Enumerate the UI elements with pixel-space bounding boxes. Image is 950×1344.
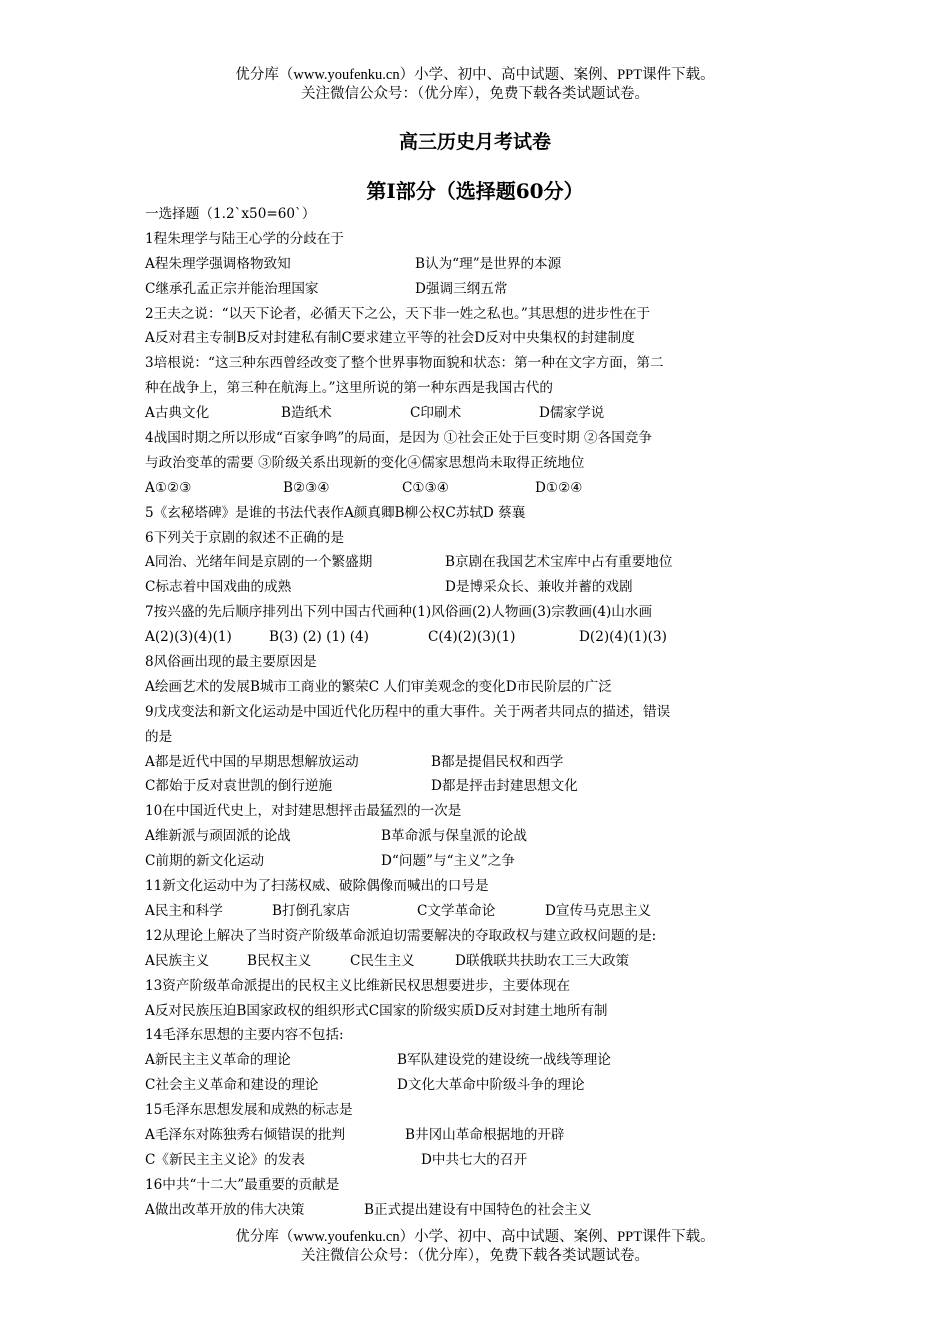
footer-banner [0,1228,950,1266]
option-text: B京剧在我国艺术宝库中占有重要地位 [445,554,673,571]
option-text: B都是提倡民权和西学 [431,753,564,770]
option-text: A毛泽东对陈独秀右倾错误的批判 [145,1126,346,1143]
question-6: 6下列关于京剧的叙述不正确的是 [145,529,344,546]
question-5: 5《玄秘塔碑》是谁的书法代表作A颜真卿B柳公权C苏轼D 蔡襄 [145,504,526,521]
question-6-options-row1 [145,550,805,575]
option-text: A同治、光绪年间是京剧的一个繁盛期 [145,554,373,571]
option-text: D①②④ [535,479,583,496]
question-16-options [145,1198,805,1223]
option-text: D文化大革命中阶级斗争的理论 [397,1077,585,1094]
question-11: 11新文化运动中为了扫荡权威、破除偶像而喊出的口号是 [145,878,489,895]
option-text: B军队建设党的建设统一战线等理论 [397,1052,611,1069]
question-10: 10在中国近代史上，对封建思想抨击最猛烈的一次是 [145,803,462,820]
question-3-options [145,401,805,426]
option-text: D联俄联共扶助农工三大政策 [455,952,630,969]
option-text: B(3) (2) (1) (4) [269,629,369,646]
footer-banner-line1: 优分库（www.youfenku.cn）小学、初中、高中试题、案例、PPT课件下载。 [235,1229,715,1245]
section-title: 第Ⅰ部分（选择题60分） [366,179,584,203]
option-text: D都是抨击封建思想文化 [431,778,578,795]
option-text: B正式提出建设有中国特色的社会主义 [364,1201,592,1218]
option-text: A民族主义 [145,952,210,969]
question-13-options: A反对民族压迫B国家政权的组织形式C国家的阶级实质D反对封建土地所有制 [145,1002,608,1019]
question-9-options-row1 [145,750,805,775]
option-text: A都是近代中国的早期思想解放运动 [145,753,359,770]
option-text: D强调三纲五常 [415,280,508,297]
option-text: A古典文化 [145,405,210,422]
question-12-options [145,949,805,974]
question-9-line2: 的是 [145,728,173,745]
option-text: C①③④ [402,479,449,496]
question-body [145,202,805,1223]
option-text: B造纸术 [281,405,332,422]
question-10-options-row1 [145,824,805,849]
question-15-options-row2 [145,1148,805,1173]
question-1: 1程朱理学与陆王心学的分歧在于 [145,230,344,247]
option-text: D宣传马克思主义 [545,902,652,919]
option-text: D“问题”与“主义”之争 [381,853,515,870]
option-text: A新民主主义革命的理论 [145,1052,291,1069]
option-text: C社会主义革命和建设的理论 [145,1077,319,1094]
option-text: A做出改革开放的伟大决策 [145,1201,305,1218]
question-7-options [145,625,805,650]
question-14-options-row2 [145,1073,805,1098]
option-text: A①②③ [145,479,192,496]
question-6-options-row2 [145,575,805,600]
section-label: 一选择题（1.2`x50=60`） [145,206,316,222]
option-text: D是博采众长、兼收并蓄的戏剧 [445,579,633,596]
question-4-line2: 与政治变革的需要 ③阶级关系出现新的变化④儒家思想尚未取得正统地位 [145,454,585,471]
question-15: 15毛泽东思想发展和成熟的标志是 [145,1102,353,1119]
option-text: B民权主义 [247,952,312,969]
question-1-options-row2 [145,277,805,302]
option-text: C民生主义 [350,952,415,969]
question-7: 7按兴盛的先后顺序排列出下列中国古代画种(1)风俗画(2)人物画(3)宗教画(4)山水画 [145,604,653,621]
question-16: 16中共“十二大”最重要的贡献是 [145,1176,340,1193]
option-text: A民主和科学 [145,902,223,919]
option-text: B认为“理”是世界的本源 [415,255,562,272]
option-text: C印刷术 [410,405,462,422]
header-banner [0,66,950,104]
option-text: C(4)(2)(3)(1) [428,629,516,646]
question-3-line2: 种在战争上，第三种在航海上。”这里所说的第一种东西是我国古代的 [145,380,553,397]
question-9-line1: 9戊戌变法和新文化运动是中国近代化历程中的重大事件。关于两者共同点的描述，错误 [145,703,671,720]
question-8-options: A绘画艺术的发展B城市工商业的繁荣C 人们审美观念的变化D市民阶层的广泛 [145,678,612,695]
option-text: B革命派与保皇派的论战 [381,828,527,845]
question-11-options [145,899,805,924]
question-1-options-row1 [145,252,805,277]
option-text: C标志着中国戏曲的成熟 [145,579,292,596]
option-text: C《新民主主义论》的发表 [145,1151,305,1168]
question-9-options-row2 [145,774,805,799]
option-text: C前期的新文化运动 [145,853,265,870]
question-14-options-row1 [145,1048,805,1073]
question-8: 8风俗画出现的最主要原因是 [145,654,317,671]
question-4-line1: 4战国时期之所以形成“百家争鸣”的局面，是因为 ①社会正处于巨变时期 ②各国竞争 [145,430,652,447]
option-text: B②③④ [283,479,330,496]
option-text: D中共七大的召开 [421,1151,528,1168]
option-text: B井冈山革命根据地的开辟 [405,1126,565,1143]
option-text: A维新派与顽固派的论战 [145,828,291,845]
option-text: C文学革命论 [417,902,496,919]
option-text: A程朱理学强调格物致知 [145,255,291,272]
question-13: 13资产阶级革命派提出的民权主义比维新民权思想要进步，主要体现在 [145,977,571,994]
header-banner-line2: 关注微信公众号：（优分库），免费下载各类试题试卷。 [301,86,649,102]
question-15-options-row1 [145,1123,805,1148]
option-text: B打倒孔家店 [272,902,350,919]
question-12: 12从理论上解决了当时资产阶级革命派迫切需要解决的夺取政权与建立政权问题的是: [145,927,657,944]
paper-title: 高三历史月考试卷 [398,131,551,153]
option-text: A(2)(3)(4)(1) [145,629,232,646]
question-14: 14毛泽东思想的主要内容不包括: [145,1027,344,1044]
question-4-options [145,476,805,501]
option-text: D(2)(4)(1)(3) [579,629,667,646]
question-2-options: A反对君主专制B反对封建私有制C要求建立平等的社会D反对中央集权的封建制度 [145,330,635,347]
option-text: D儒家学说 [539,405,605,422]
question-2: 2王夫之说：“以天下论者，必循天下之公，天下非一姓之私也。”其思想的进步性在于 [145,305,651,322]
question-10-options-row2 [145,849,805,874]
header-banner-line1: 优分库（www.youfenku.cn）小学、初中、高中试题、案例、PPT课件下载。 [235,67,715,83]
footer-banner-line2: 关注微信公众号：（优分库），免费下载各类试题试卷。 [301,1248,649,1264]
question-3-line1: 3培根说：“这三种东西曾经改变了整个世界事物面貌和状态：第一种在文字方面，第二 [145,355,664,372]
option-text: C都始于反对袁世凯的倒行逆施 [145,778,333,795]
option-text: C继承孔孟正宗并能治理国家 [145,280,319,297]
